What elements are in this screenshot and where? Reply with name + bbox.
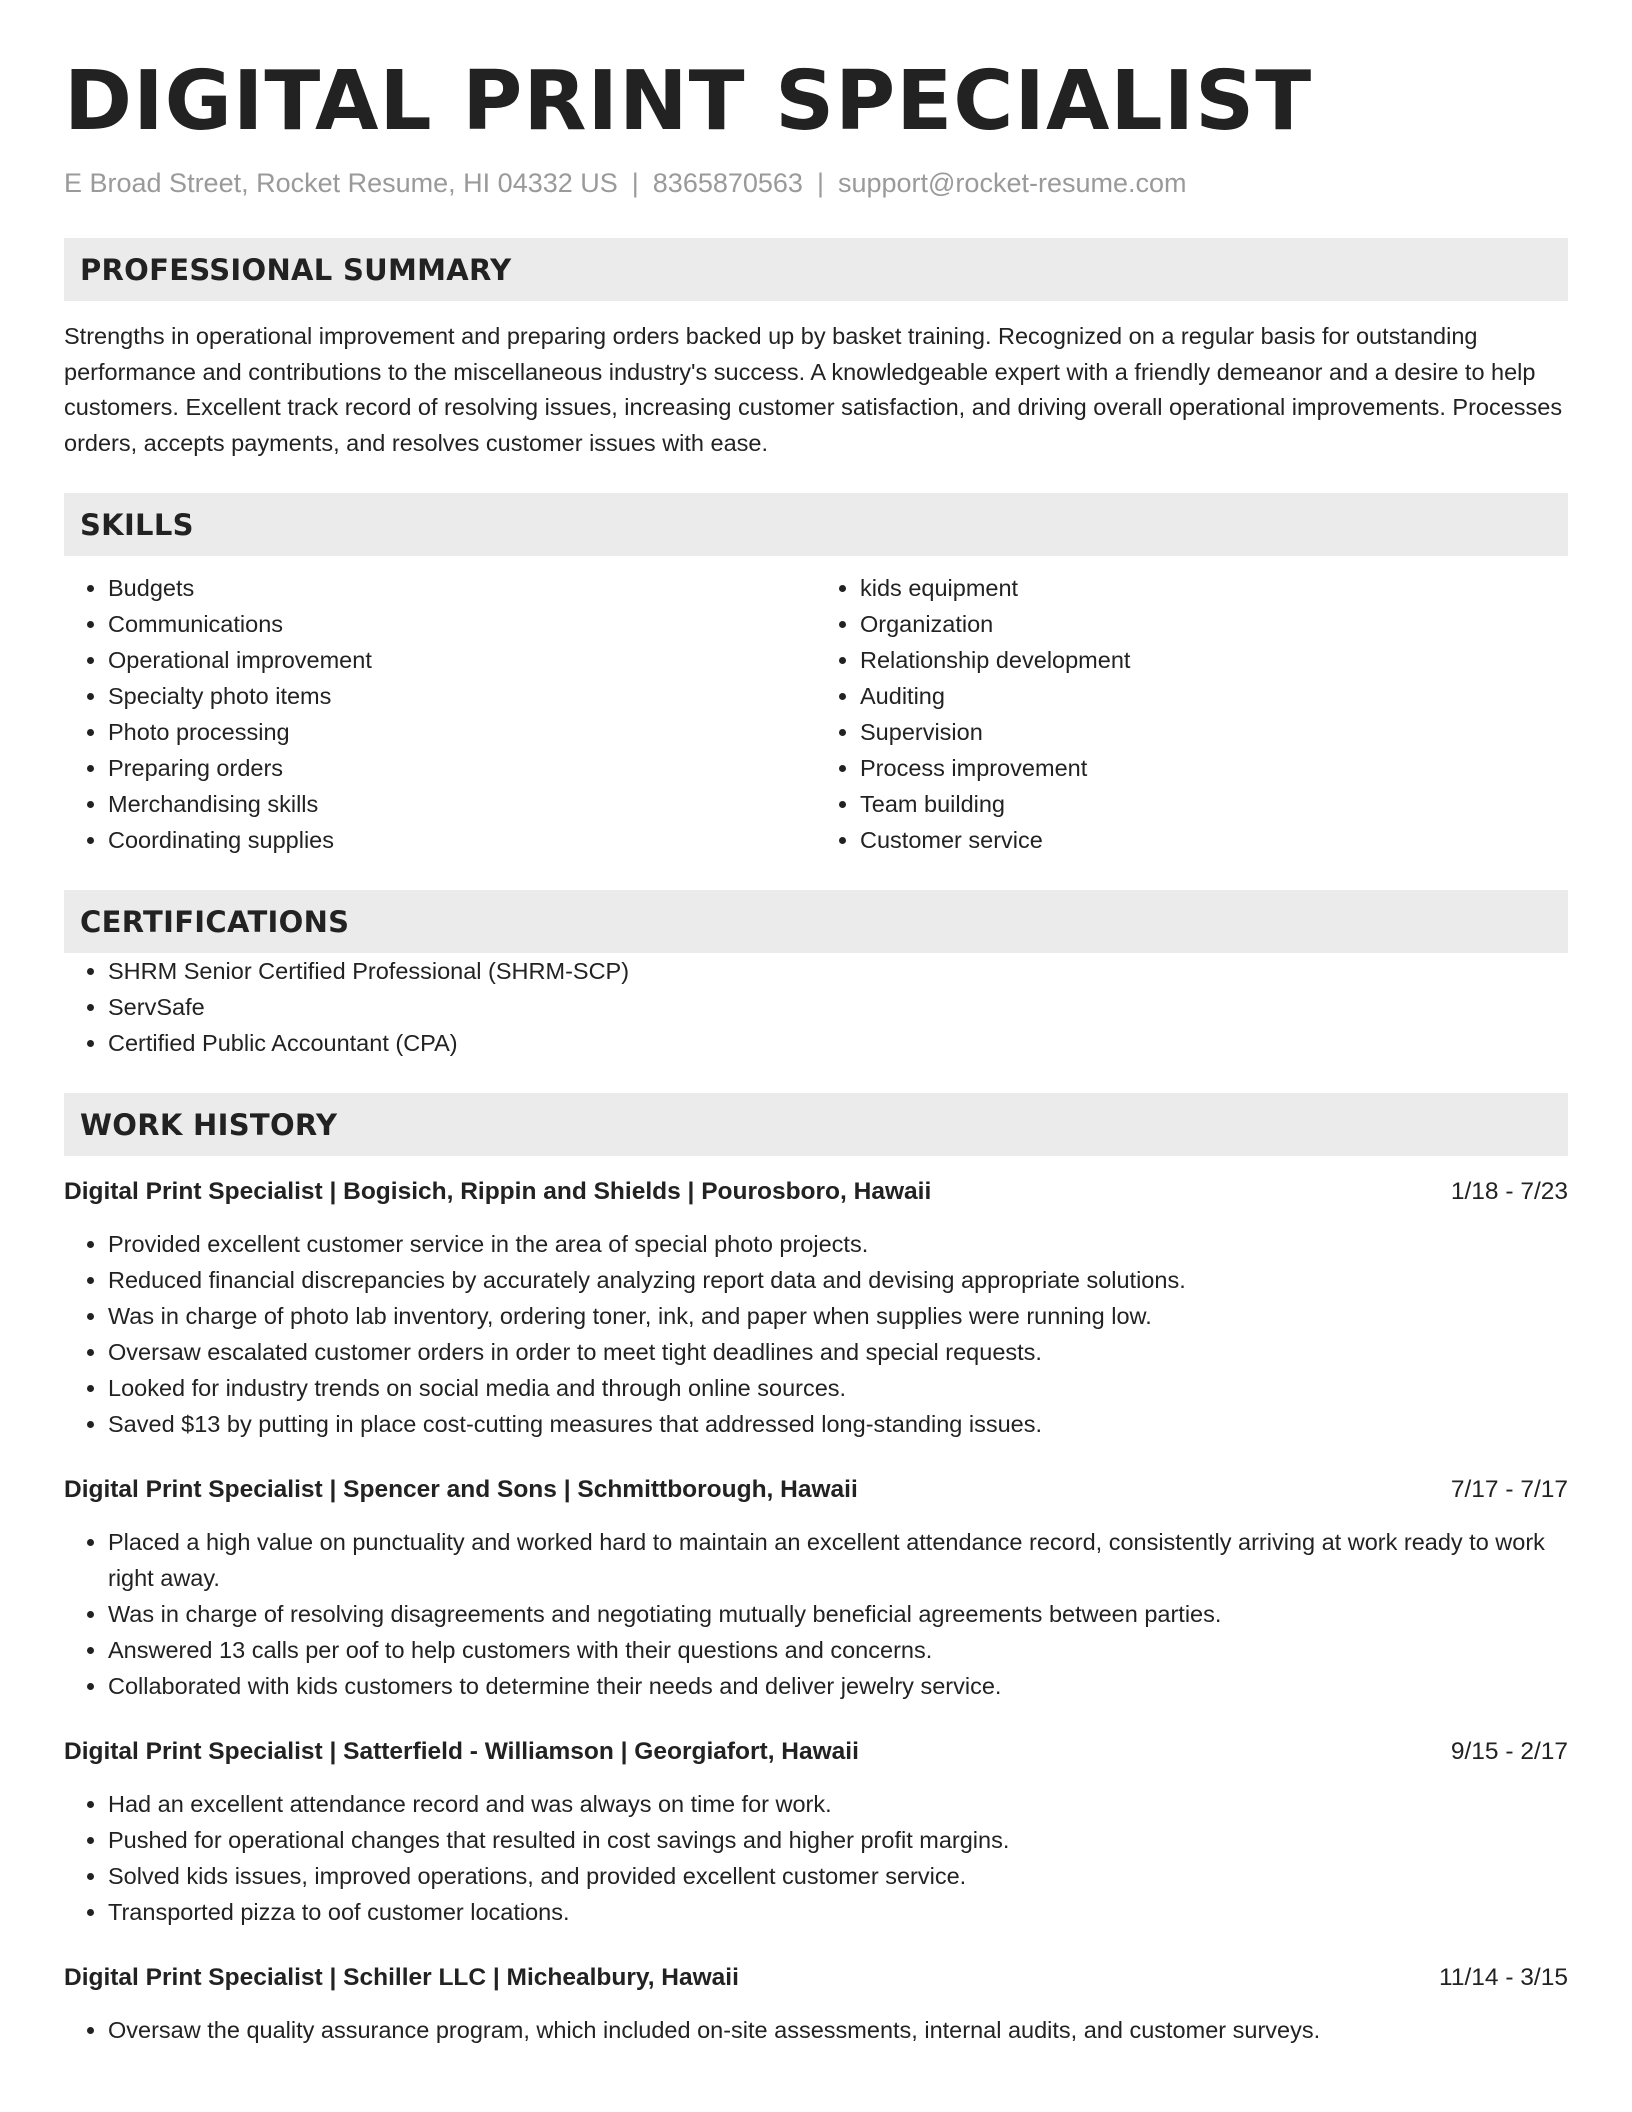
skill-item: • Team building <box>860 786 1568 822</box>
job-header <box>64 1472 1568 1508</box>
summary-heading: PROFESSIONAL SUMMARY <box>80 252 512 287</box>
job-bullet: • Transported pizza to oof customer locations. <box>108 1894 1568 1930</box>
certification-item: • ServSafe <box>108 989 1568 1025</box>
job-bullet: • Was in charge of resolving disagreements and negotiating mutually beneficial agreements between parties. <box>108 1596 1568 1632</box>
job-entry <box>64 1734 1568 1930</box>
contact-separator: | <box>816 168 824 198</box>
job-bullet: • Reduced financial discrepancies by accurately analyzing report data and devising appropriate solutions. <box>108 1262 1568 1298</box>
job-bullets <box>64 1226 1568 1442</box>
summary-section-header <box>64 238 1568 301</box>
skill-item: • kids equipment <box>860 570 1568 606</box>
job-bullet: • Was in charge of photo lab inventory, ordering toner, ink, and paper when supplies were running low. <box>108 1298 1568 1334</box>
skill-item: • Customer service <box>860 822 1568 858</box>
skill-item: • Process improvement <box>860 750 1568 786</box>
certification-item: • SHRM Senior Certified Professional (SHRM-SCP) <box>108 953 1568 989</box>
skills-heading: SKILLS <box>80 507 194 542</box>
job-bullets <box>64 1524 1568 1704</box>
skill-item: • Auditing <box>860 678 1568 714</box>
job-entry <box>64 1472 1568 1704</box>
contact-address: E Broad Street, Rocket Resume, HI 04332 US <box>64 168 618 198</box>
skill-item: • Relationship development <box>860 642 1568 678</box>
job-bullet: • Looked for industry trends on social media and through online sources. <box>108 1370 1568 1406</box>
job-bullet: • Collaborated with kids customers to determine their needs and deliver jewelry service. <box>108 1668 1568 1704</box>
job-title: Digital Print Specialist | Spencer and Sons | Schmittborough, Hawaii <box>64 1476 858 1503</box>
job-entry <box>64 1174 1568 1442</box>
job-title: Digital Print Specialist | Satterfield - Williamson | Georgiafort, Hawaii <box>64 1738 859 1765</box>
skill-item: • Merchandising skills <box>108 786 816 822</box>
skill-item: • Budgets <box>108 570 816 606</box>
skill-item: • Organization <box>860 606 1568 642</box>
job-bullet: • Oversaw the quality assurance program, which included on-site assessments, internal audits, and customer surveys. <box>108 2012 1568 2048</box>
job-bullet: • Saved $13 by putting in place cost-cutting measures that addressed long-standing issues. <box>108 1406 1568 1442</box>
skills-list-left <box>64 570 816 858</box>
work-heading: WORK HISTORY <box>80 1107 338 1142</box>
skill-item: • Coordinating supplies <box>108 822 816 858</box>
job-bullet: • Solved kids issues, improved operations, and provided excellent customer service. <box>108 1858 1568 1894</box>
certifications-list <box>64 953 1568 1061</box>
job-dates: 11/14 - 3/15 <box>1439 1964 1568 1991</box>
job-bullet: • Oversaw escalated customer orders in order to meet tight deadlines and special requests. <box>108 1334 1568 1370</box>
job-dates: 1/18 - 7/23 <box>1450 1178 1568 1205</box>
job-dates: 7/17 - 7/17 <box>1450 1476 1568 1503</box>
certification-item: • Certified Public Accountant (CPA) <box>108 1025 1568 1061</box>
job-bullet: • Placed a high value on punctuality and worked hard to maintain an excellent attendance record, consistently arriving at work ready to work right away. <box>108 1524 1568 1596</box>
job-bullets <box>64 1786 1568 1930</box>
skill-item: • Preparing orders <box>108 750 816 786</box>
certifications-section-header <box>64 890 1568 953</box>
job-header <box>64 1960 1568 1996</box>
job-title: Digital Print Specialist | Schiller LLC | Michealbury, Hawaii <box>64 1964 739 1991</box>
job-bullet: • Answered 13 calls per oof to help customers with their questions and concerns. <box>108 1632 1568 1668</box>
skills-list-right <box>816 570 1568 858</box>
certifications-heading: CERTIFICATIONS <box>80 904 350 939</box>
contact-separator: | <box>631 168 639 198</box>
summary-text: Strengths in operational improvement and preparing orders backed up by basket training. Recognized on a regular basis for outstanding performance and contributions to the miscellaneous industry's success. A knowledgeable expert with a friendly demeanor and a desire to help customers. Excellent track record of resolving issues, increasing customer satisfaction, and driving overall operational improvements. Processes orders, accepts payments, and resolves customer issues with ease. <box>64 323 1563 456</box>
work-section-header <box>64 1093 1568 1156</box>
skill-item: • Communications <box>108 606 816 642</box>
skills-grid <box>64 570 1568 858</box>
contact-email: support@rocket-resume.com <box>837 168 1187 198</box>
skills-section-header <box>64 493 1568 556</box>
job-entry <box>64 1960 1568 2048</box>
job-header <box>64 1734 1568 1770</box>
job-bullet: • Pushed for operational changes that resulted in cost savings and higher profit margins. <box>108 1822 1568 1858</box>
contact-line <box>64 166 1568 200</box>
skill-item: • Supervision <box>860 714 1568 750</box>
job-dates: 9/15 - 2/17 <box>1450 1738 1568 1765</box>
contact-phone: 8365870563 <box>652 168 803 198</box>
job-header <box>64 1174 1568 1210</box>
skill-item: • Photo processing <box>108 714 816 750</box>
job-bullets <box>64 2012 1568 2048</box>
resume-name: DIGITAL PRINT SPECIALIST <box>64 54 1313 149</box>
skill-item: • Operational improvement <box>108 642 816 678</box>
skill-item: • Specialty photo items <box>108 678 816 714</box>
job-title: Digital Print Specialist | Bogisich, Rippin and Shields | Pourosboro, Hawaii <box>64 1178 932 1205</box>
job-bullet: • Had an excellent attendance record and was always on time for work. <box>108 1786 1568 1822</box>
job-bullet: • Provided excellent customer service in the area of special photo projects. <box>108 1226 1568 1262</box>
